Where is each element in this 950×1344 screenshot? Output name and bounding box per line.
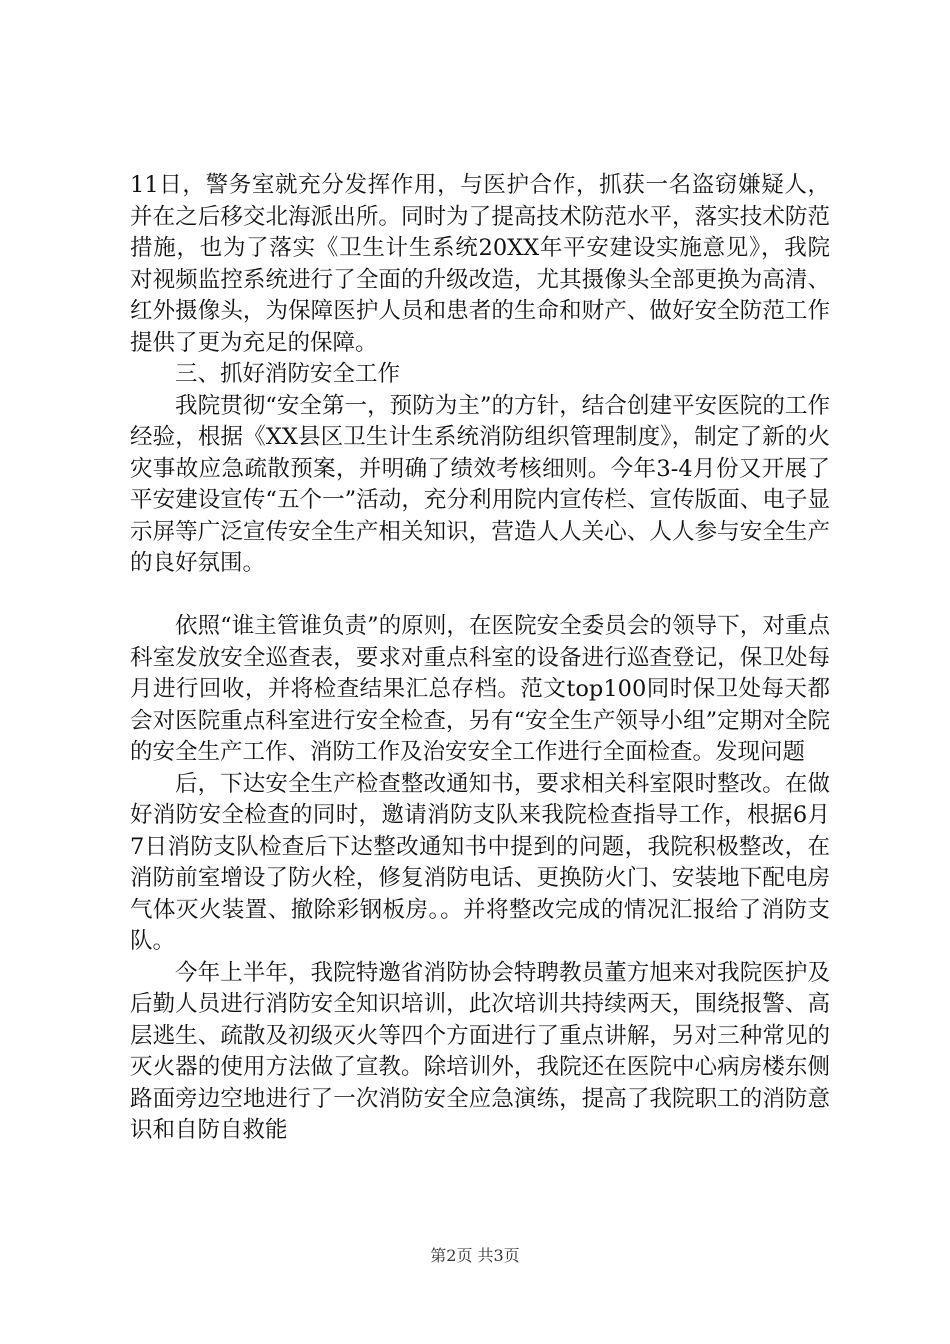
paragraph-rectification: 后，下达安全生产检查整改通知书，要求相关科室限时整改。在做好消防安全检查的同时，邀请消防支队来我院检查指导工作，根据6月7日消防支队检查后下达整改通知书中提到的问题，我院积极整改，在消防前室增设了防火栓，修复消防电话、更换防火门、安装地下配电房气体灭火装置、撤除彩钢板房。。并将整改完成的情况汇报给了消防支队。 (130, 770, 830, 954)
page-number-footer: 第2页 共3页 (430, 1246, 520, 1265)
paragraph-inspection: 依照“谁主管谁负责”的原则，在医院安全委员会的领导下，对重点科室发放安全巡查表，要求对重点科室的设备进行巡查登记，保卫处每月进行回收，并将检查结果汇总存档。范文top100同时保卫处每天都会对医院重点科室进行安全检查，另有“安全生产领导小组”定期对全院的安全生产工作、消防工作及治安安全工作进行全面检查。发现问题 (130, 613, 830, 765)
paragraph-training: 今年上半年，我院特邀省消防协会特聘教员董方旭来对我院医护及后勤人员进行消防安全知识培训，此次培训共持续两天，围绕报警、高层逃生、疏散及初级灭火等四个方面进行了重点讲解，另对三种常见的灭火器的使用方法做了宣教。除培训外，我院还在医院中心病房楼东侧路面旁边空地进行了一次消防安全应急演练，提高了我院职工的消防意识和自防自救能 (130, 959, 830, 1143)
document-body (130, 170, 830, 1147)
section-heading: 三、抓好消防安全工作 (175, 361, 401, 387)
paragraph-fire-policy: 我院贯彻“安全第一，预防为主”的方针，结合创建平安医院的工作经验，根据《XX县区卫生计生系统消防组织管理制度》，制定了新的火灾事故应急疏散预案，并明确了绩效考核细则。今年3-4月份又开展了平安建设宣传“五个一”活动，充分利用院内宣传栏、宣传版面、电子显示屏等广泛宣传安全生产相关知识，营造人人关心、人人参与安全生产的良好氛围。 (130, 392, 830, 576)
paragraph-continuation: 11日，警务室就充分发挥作用，与医护合作，抓获一名盗窃嫌疑人，并在之后移交北海派出所。同时为了提高技术防范水平，落实技术防范措施，也为了落实《卫生计生系统20XX年平安建设实施意见》，我院对视频监控系统进行了全面的升级改造，尤其摄像头全部更换为高清、红外摄像头，为保障医护人员和患者的生命和财产、做好安全防范工作提供了更为充足的保障。 (130, 172, 830, 356)
